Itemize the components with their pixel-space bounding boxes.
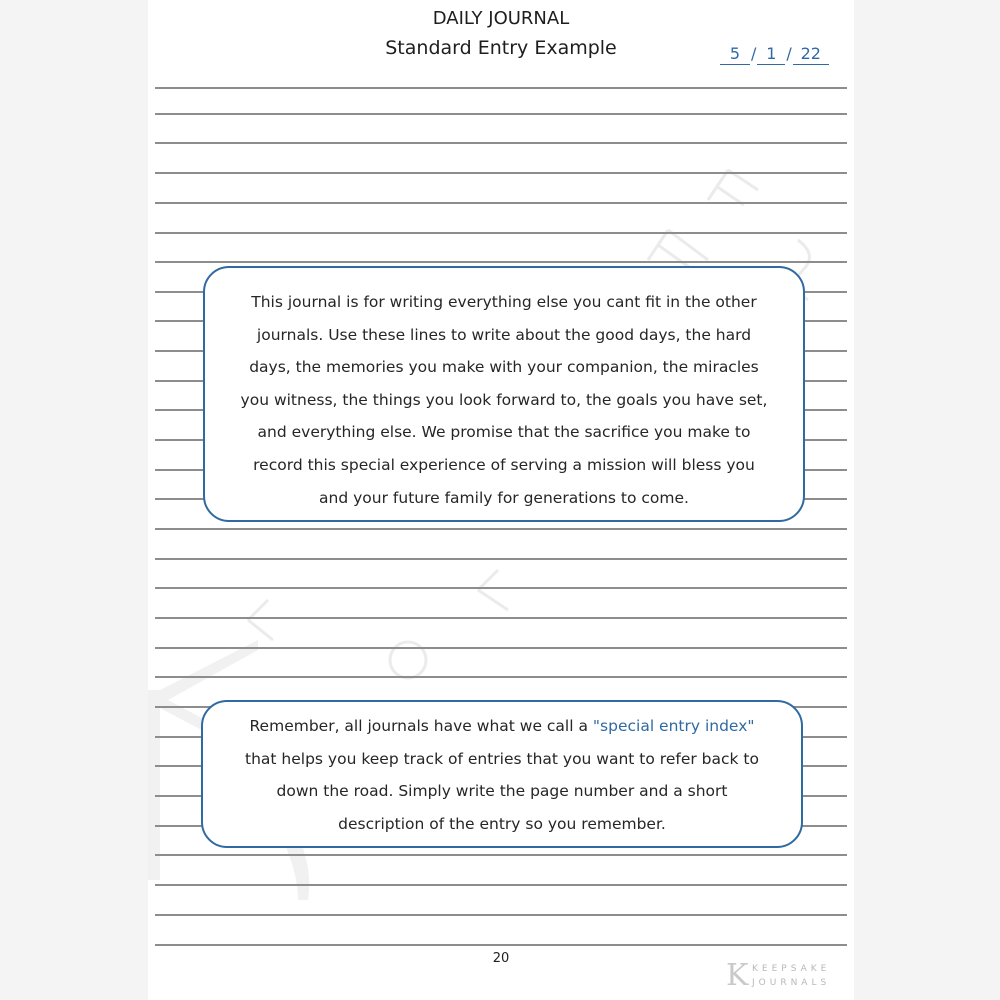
callout-line: This journal is for writing everything else you cant fit in the other	[251, 293, 757, 311]
writing-line	[155, 528, 847, 530]
instructions-text	[217, 286, 791, 514]
writing-line	[155, 914, 847, 916]
writing-line	[155, 558, 847, 560]
writing-line	[155, 617, 847, 619]
journal-title: DAILY JOURNAL	[432, 8, 570, 29]
date-year: 22	[793, 44, 829, 65]
writing-line	[155, 261, 847, 263]
writing-line	[155, 854, 847, 856]
date-day: 1	[757, 44, 785, 65]
keepsake-journals-logo	[726, 960, 850, 992]
writing-line	[155, 676, 847, 678]
brand-line-2: JOURNALS	[752, 978, 831, 988]
writing-line	[155, 587, 847, 589]
callout-line: record this special experience of serving a mission will bless you	[253, 455, 755, 474]
callout-line: Remember, all journals have what we call a	[249, 717, 593, 735]
instructions-callout	[203, 266, 805, 522]
special-entry-index-link[interactable]: "special entry index"	[592, 717, 755, 735]
writing-line	[155, 113, 847, 115]
brand-mark-icon: K	[726, 958, 749, 993]
special-index-callout	[201, 700, 803, 848]
writing-line	[155, 202, 847, 204]
entry-subtitle: Standard Entry Example	[385, 37, 617, 59]
writing-line	[155, 884, 847, 886]
writing-line	[155, 87, 847, 89]
writing-line	[155, 172, 847, 174]
writing-line	[155, 232, 847, 234]
callout-line: and everything else. We promise that the sacrifice you make to	[257, 423, 751, 442]
date-separator: /	[786, 44, 792, 63]
writing-line	[155, 944, 847, 946]
writing-line	[155, 647, 847, 649]
page-number: 20	[492, 951, 510, 966]
callout-line: that helps you keep track of entries that you want to refer back to	[245, 749, 759, 768]
callout-line: days, the memories you make with your companion, the miracles	[249, 358, 759, 377]
brand-line-1: KEEPSAKE	[752, 964, 831, 974]
callout-line: and your future family for generations to come.	[319, 488, 689, 507]
writing-line	[155, 142, 847, 144]
callout-line: description of the entry so you remember.	[338, 814, 666, 833]
special-index-text	[215, 710, 789, 840]
callout-line: you witness, the things you look forward to, the goals you have set,	[240, 390, 768, 409]
date-separator: /	[751, 44, 757, 63]
journal-page	[148, 0, 854, 1000]
date-month: 5	[720, 44, 750, 65]
callout-line: journals. Use these lines to write about the good days, the hard	[256, 325, 752, 344]
callout-line: down the road. Simply write the page number and a short	[276, 782, 728, 801]
